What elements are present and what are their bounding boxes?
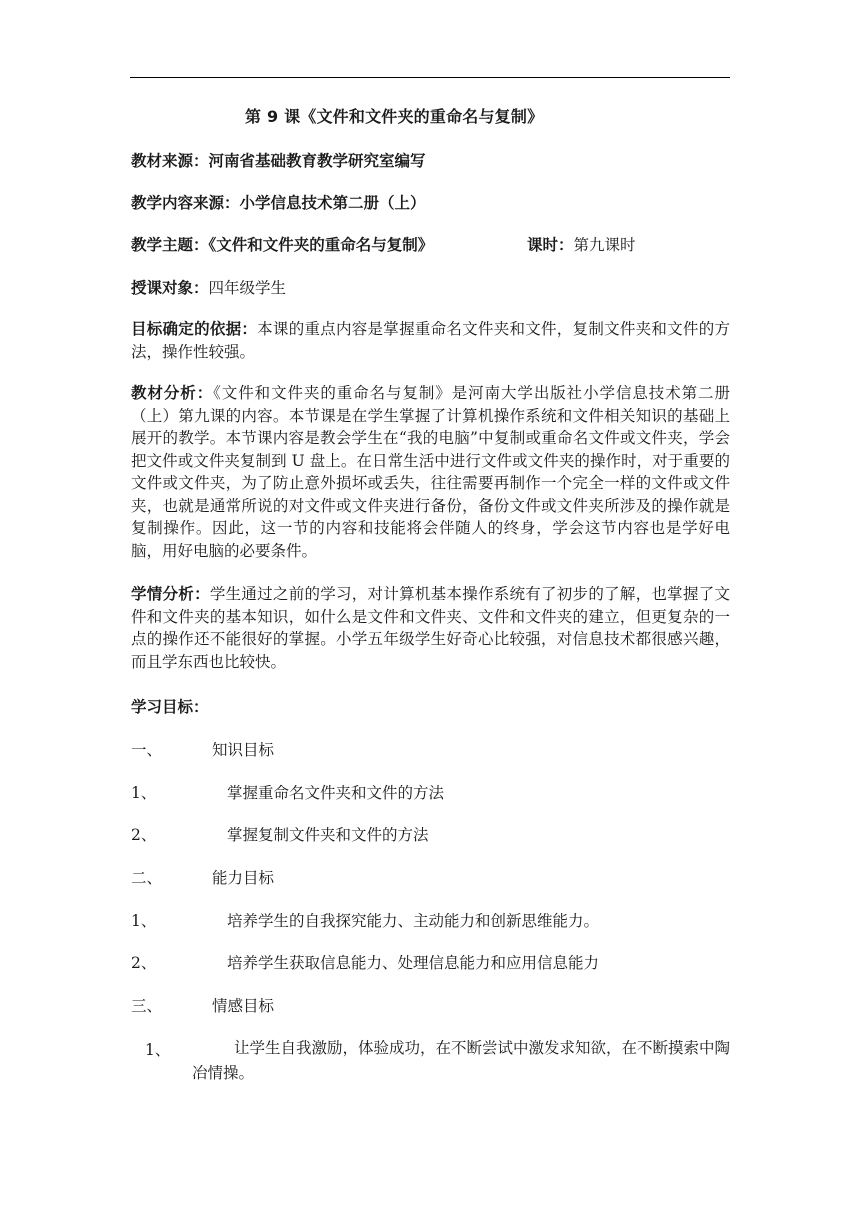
theme-line <box>131 233 433 255</box>
goal-2-2-text: 培养学生获取信息能力、处理信息能力和应用信息能力 <box>227 954 600 972</box>
goal-1-text: 知识目标 <box>212 741 275 759</box>
page-title: 第 9 课《文件和文件夹的重命名与复制》 <box>245 107 544 126</box>
goal-2-1-num: 1、 <box>131 912 157 930</box>
students-paragraph <box>131 583 730 673</box>
hours-label: 课时： <box>527 236 574 254</box>
goal-2-text: 能力目标 <box>212 869 275 887</box>
theme-value: 《文件和文件夹的重命名与复制》 <box>208 236 434 254</box>
analysis-paragraph <box>131 382 730 562</box>
goal-2-2-num: 2、 <box>131 954 157 972</box>
goal-3-1-text <box>192 1036 730 1086</box>
audience-label: 授课对象： <box>131 279 209 297</box>
goal-1-1-text: 掌握重命名文件夹和文件的方法 <box>227 784 445 802</box>
content-source-line <box>131 191 426 213</box>
analysis-label: 教材分析： <box>131 384 214 402</box>
audience-line <box>131 276 286 298</box>
goal-3-text: 情感目标 <box>212 997 275 1015</box>
students-label: 学情分析： <box>131 585 210 603</box>
content-source-value: 小学信息技术第二册（上） <box>239 194 426 212</box>
header-rule <box>130 77 730 78</box>
goal-3-1-body: 让学生自我激励，体验成功，在不断尝试中激发求知欲，在不断摸索中陶冶情操。 <box>192 1039 731 1082</box>
hours-line <box>527 233 636 255</box>
goal-3-1-num: 1、 <box>145 1041 171 1059</box>
audience-value: 四年级学生 <box>208 279 287 297</box>
content-source-label: 教学内容来源： <box>131 194 240 212</box>
hours-value: 第九课时 <box>573 236 636 254</box>
goal-2-1-text: 培养学生的自我探究能力、主动能力和创新思维能力。 <box>227 912 600 930</box>
source-value: 河南省基础教育教学研究室编写 <box>208 152 426 170</box>
basis-text: 本课的重点内容是掌握重命名文件夹和文件，复制文件夹和文件的方法，操作性较强。 <box>131 320 730 361</box>
source-line <box>131 149 426 171</box>
source-label: 教材来源： <box>131 152 209 170</box>
theme-label: 教学主题： <box>131 236 209 254</box>
basis-paragraph <box>131 318 730 363</box>
goal-1-num: 一、 <box>131 741 163 759</box>
goal-3-num: 三、 <box>131 997 163 1015</box>
analysis-text: 《文件和文件夹的重命名与复制》是河南大学出版社小学信息技术第二册（上）第九课的内容。本节课是在学生掌握了计算机操作系统和文件相关知识的基础上展开的教学。本节课内容是教会学生在“我的电脑”中复制或重命名文件或文件夹，学会把文件或文件夹复制到 U 盘上。在日常生活中进行文件或文件夹的操作时，对于重要的文件或文件夹，为了防止意外损坏或丢失，往往需要再制作一个完全一样的文件或文件夹，也就是通常所说的对文件或文件夹进行备份，备份文件或文件夹所涉及的操作就是复制操作。因此，这一节的内容和技能将会伴随人的终身，学会这节内容也是学好电脑，用好电脑的必要条件。 <box>131 384 730 560</box>
basis-label: 目标确定的依据： <box>131 320 258 338</box>
students-text: 学生通过之前的学习，对计算机基本操作系统有了初步的了解，也掌握了文件和文件夹的基本知识，如什么是文件和文件夹、文件和文件夹的建立，但更复杂的一点的操作还不能很好的掌握。小学五年级学生好奇心比较强，对信息技术都很感兴趣，而且学东西也比较快。 <box>131 585 730 671</box>
goal-1-1-num: 1、 <box>131 784 157 802</box>
goals-heading: 学习目标： <box>131 698 209 716</box>
goal-1-2-num: 2、 <box>131 826 157 844</box>
goal-1-2-text: 掌握复制文件夹和文件的方法 <box>227 826 429 844</box>
goal-2-num: 二、 <box>131 869 163 887</box>
